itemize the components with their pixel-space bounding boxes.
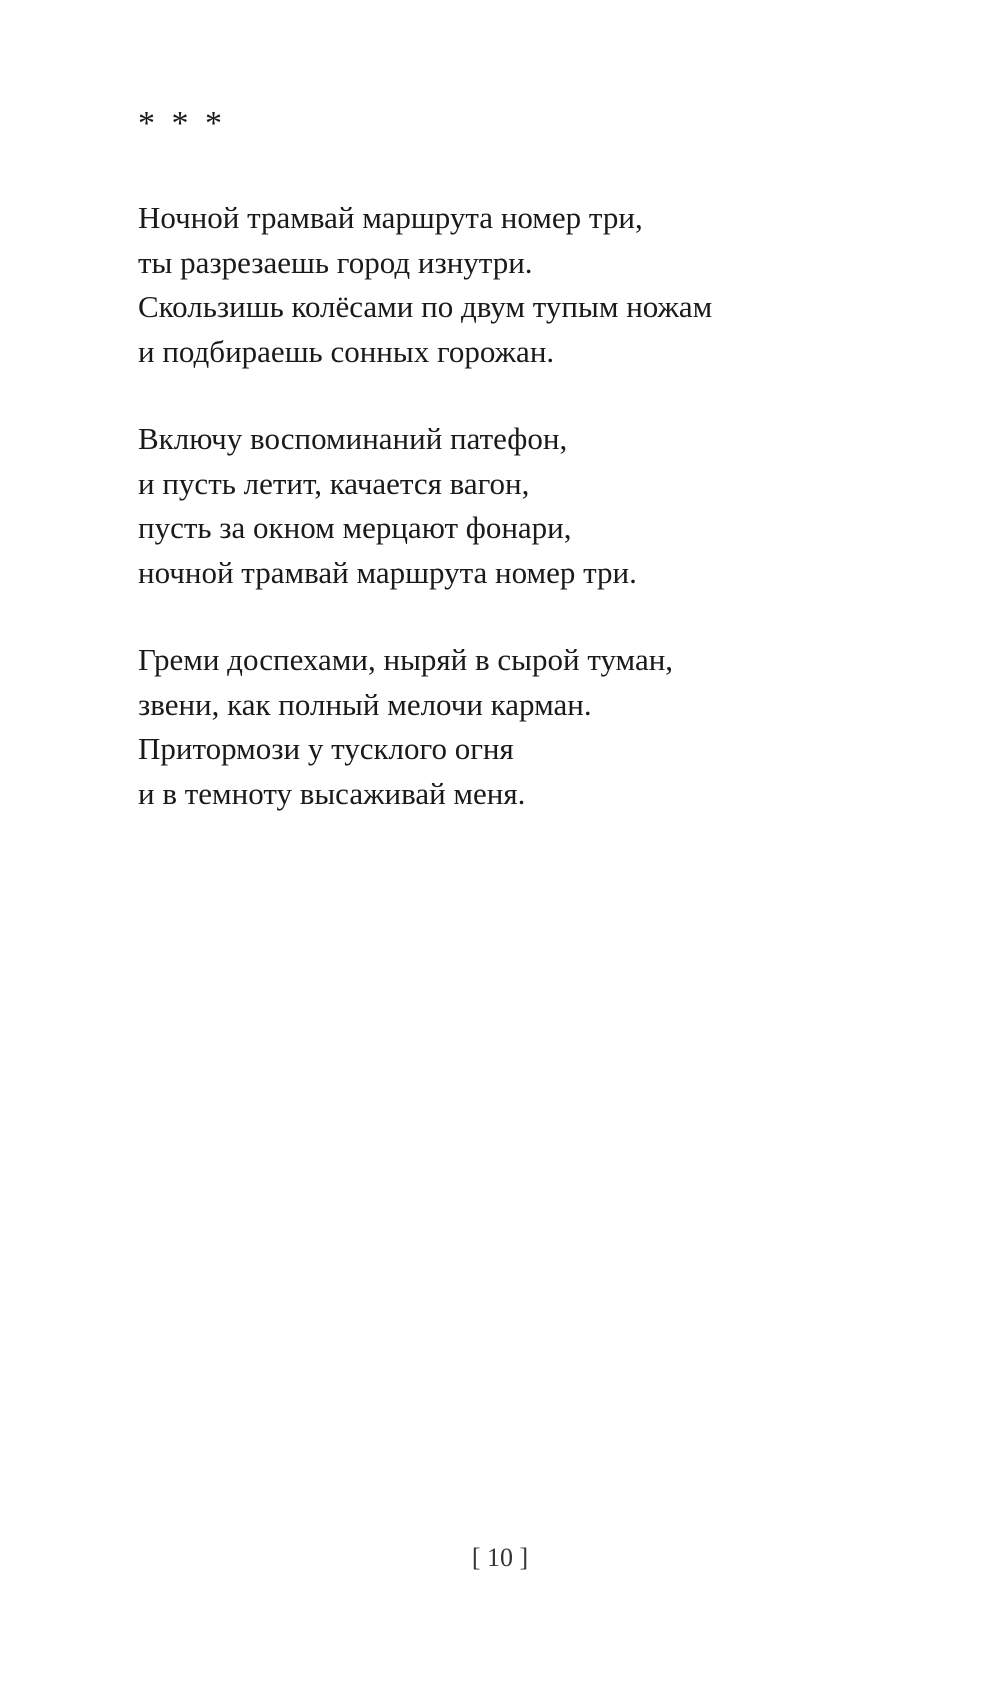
poem-line: Ночной трамвай маршрута номер три,	[138, 200, 643, 235]
poem-line: и подбираешь сонных горожан.	[138, 333, 555, 369]
poem-line: ты разрезаешь город изнутри.	[138, 244, 533, 280]
section-separator: * * *	[138, 105, 226, 142]
poem-line: Притормози у тусклого огня	[138, 731, 514, 766]
poem-line: Включу воспоминаний патефон,	[138, 421, 568, 456]
stanza-3	[138, 638, 898, 816]
poem-line: ночной трамвай маршрута номер три.	[138, 554, 637, 590]
poem-line: пусть за окном мерцают фонари,	[138, 510, 572, 545]
stanza-1	[138, 196, 898, 374]
stanza-2	[138, 417, 898, 595]
page-number: [ 10 ]	[471, 1543, 529, 1572]
poem-line: Скользишь колёсами по двум тупым ножам	[138, 289, 713, 324]
poem-line: Греми доспехами, ныряй в сырой туман,	[138, 642, 674, 677]
poem	[138, 196, 898, 859]
poem-line: и пусть летит, качается вагон,	[138, 465, 530, 501]
poem-line: звени, как полный мелочи карман.	[138, 686, 592, 722]
poem-line: и в темноту высаживай меня.	[138, 775, 526, 811]
